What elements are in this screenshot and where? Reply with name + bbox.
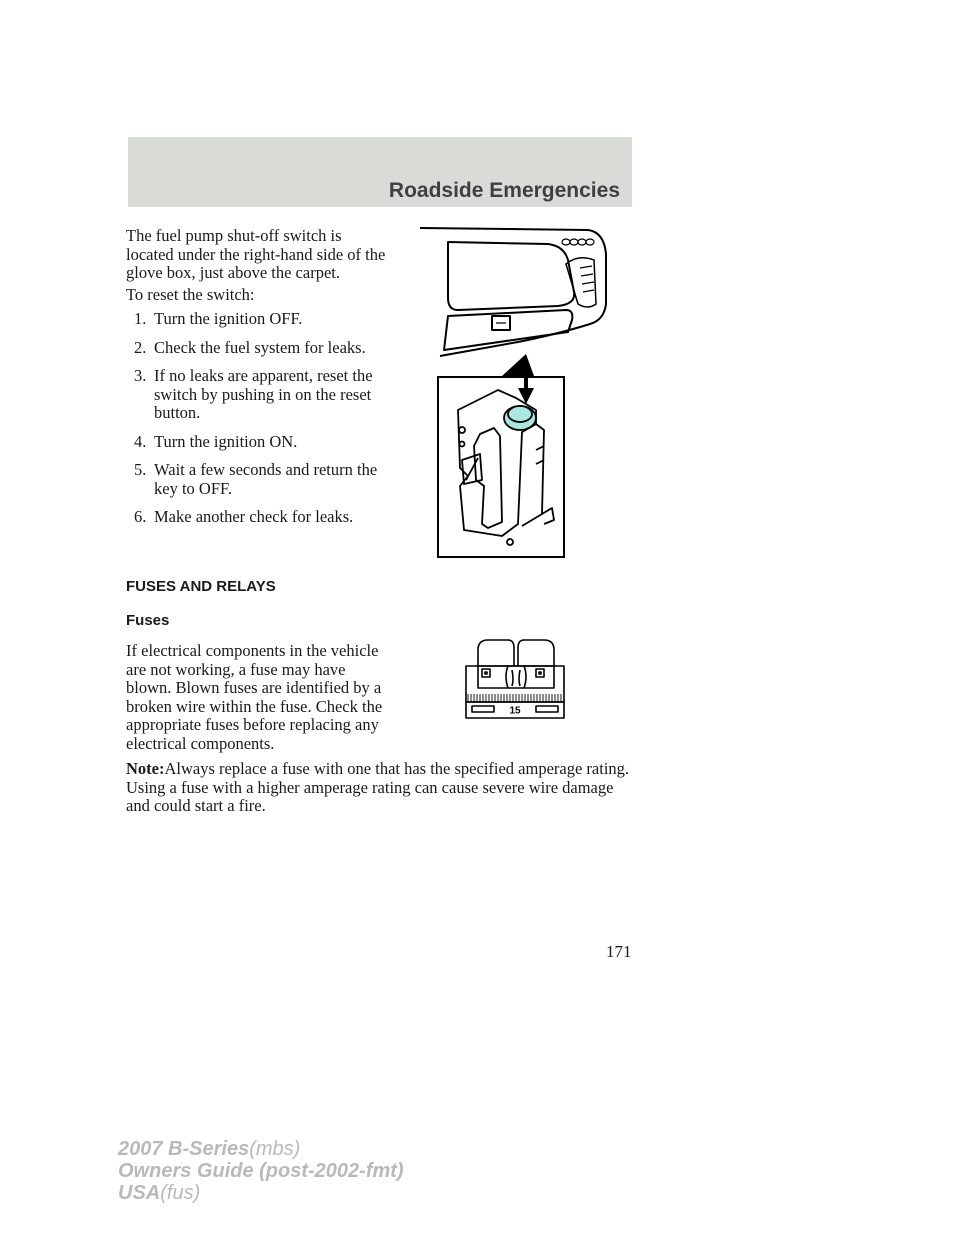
step-text: Check the fuel system for leaks.	[154, 337, 366, 357]
list-item	[126, 508, 388, 527]
list-item	[126, 367, 388, 423]
footer-market-code: (fus)	[160, 1182, 201, 1204]
fuse-rating-label: 15	[509, 705, 521, 717]
step-number: 5.	[134, 460, 147, 479]
section-title: Roadside Emergencies	[388, 179, 620, 202]
fuses-subheading: Fuses	[126, 612, 170, 629]
footer-model-code: (mbs)	[249, 1138, 301, 1160]
step-number: 4.	[134, 431, 147, 451]
fuse-illustration	[464, 636, 568, 722]
note-paragraph	[126, 760, 636, 816]
step-number: 1.	[134, 309, 147, 328]
fuel-pump-switch-illustration	[418, 224, 614, 560]
fuses-text: If electrical components in the vehicle are not working, a fuse may have blown. Blown fuses are identified by a broken wire within the fuse. Check the appropriate fuses before replacing any electrical components.	[126, 641, 383, 753]
footer-market: USA	[118, 1182, 161, 1204]
step-number: 3.	[134, 366, 147, 385]
step-text: Turn the ignition OFF.	[154, 309, 303, 328]
footer-model: 2007 B-Series	[118, 1138, 250, 1160]
footer-guide-type: Owners Guide (post-2002-fmt)	[118, 1160, 404, 1182]
reset-intro: To reset the switch:	[126, 285, 255, 304]
list-item	[126, 433, 388, 452]
fuel-pump-intro: The fuel pump shut-off switch is located under the right-hand side of the glove box, just above the carpet.	[126, 226, 386, 282]
list-item	[126, 310, 388, 329]
page-number: 171	[606, 942, 632, 961]
footer-doc-info	[118, 1138, 404, 1204]
step-text: If no leaks are apparent, reset the switch by pushing in on the reset button.	[154, 366, 373, 422]
step-number: 6.	[134, 507, 147, 526]
step-number: 2.	[134, 337, 147, 357]
fuses-relays-heading: FUSES AND RELAYS	[126, 578, 276, 595]
reset-steps-list	[126, 310, 388, 537]
step-text: Wait a few seconds and return the key to OFF.	[154, 460, 378, 498]
step-text: Turn the ignition ON.	[154, 431, 298, 451]
note-text: Always replace a fuse with one that has the specified amperage rating. Using a fuse with a higher amperage rating can cause severe wire damage and could start a fire.	[126, 759, 630, 815]
list-item	[126, 339, 388, 358]
list-item	[126, 461, 388, 498]
step-text: Make another check for leaks.	[154, 507, 354, 526]
header-band	[128, 137, 632, 207]
note-label: Note:	[126, 759, 165, 778]
